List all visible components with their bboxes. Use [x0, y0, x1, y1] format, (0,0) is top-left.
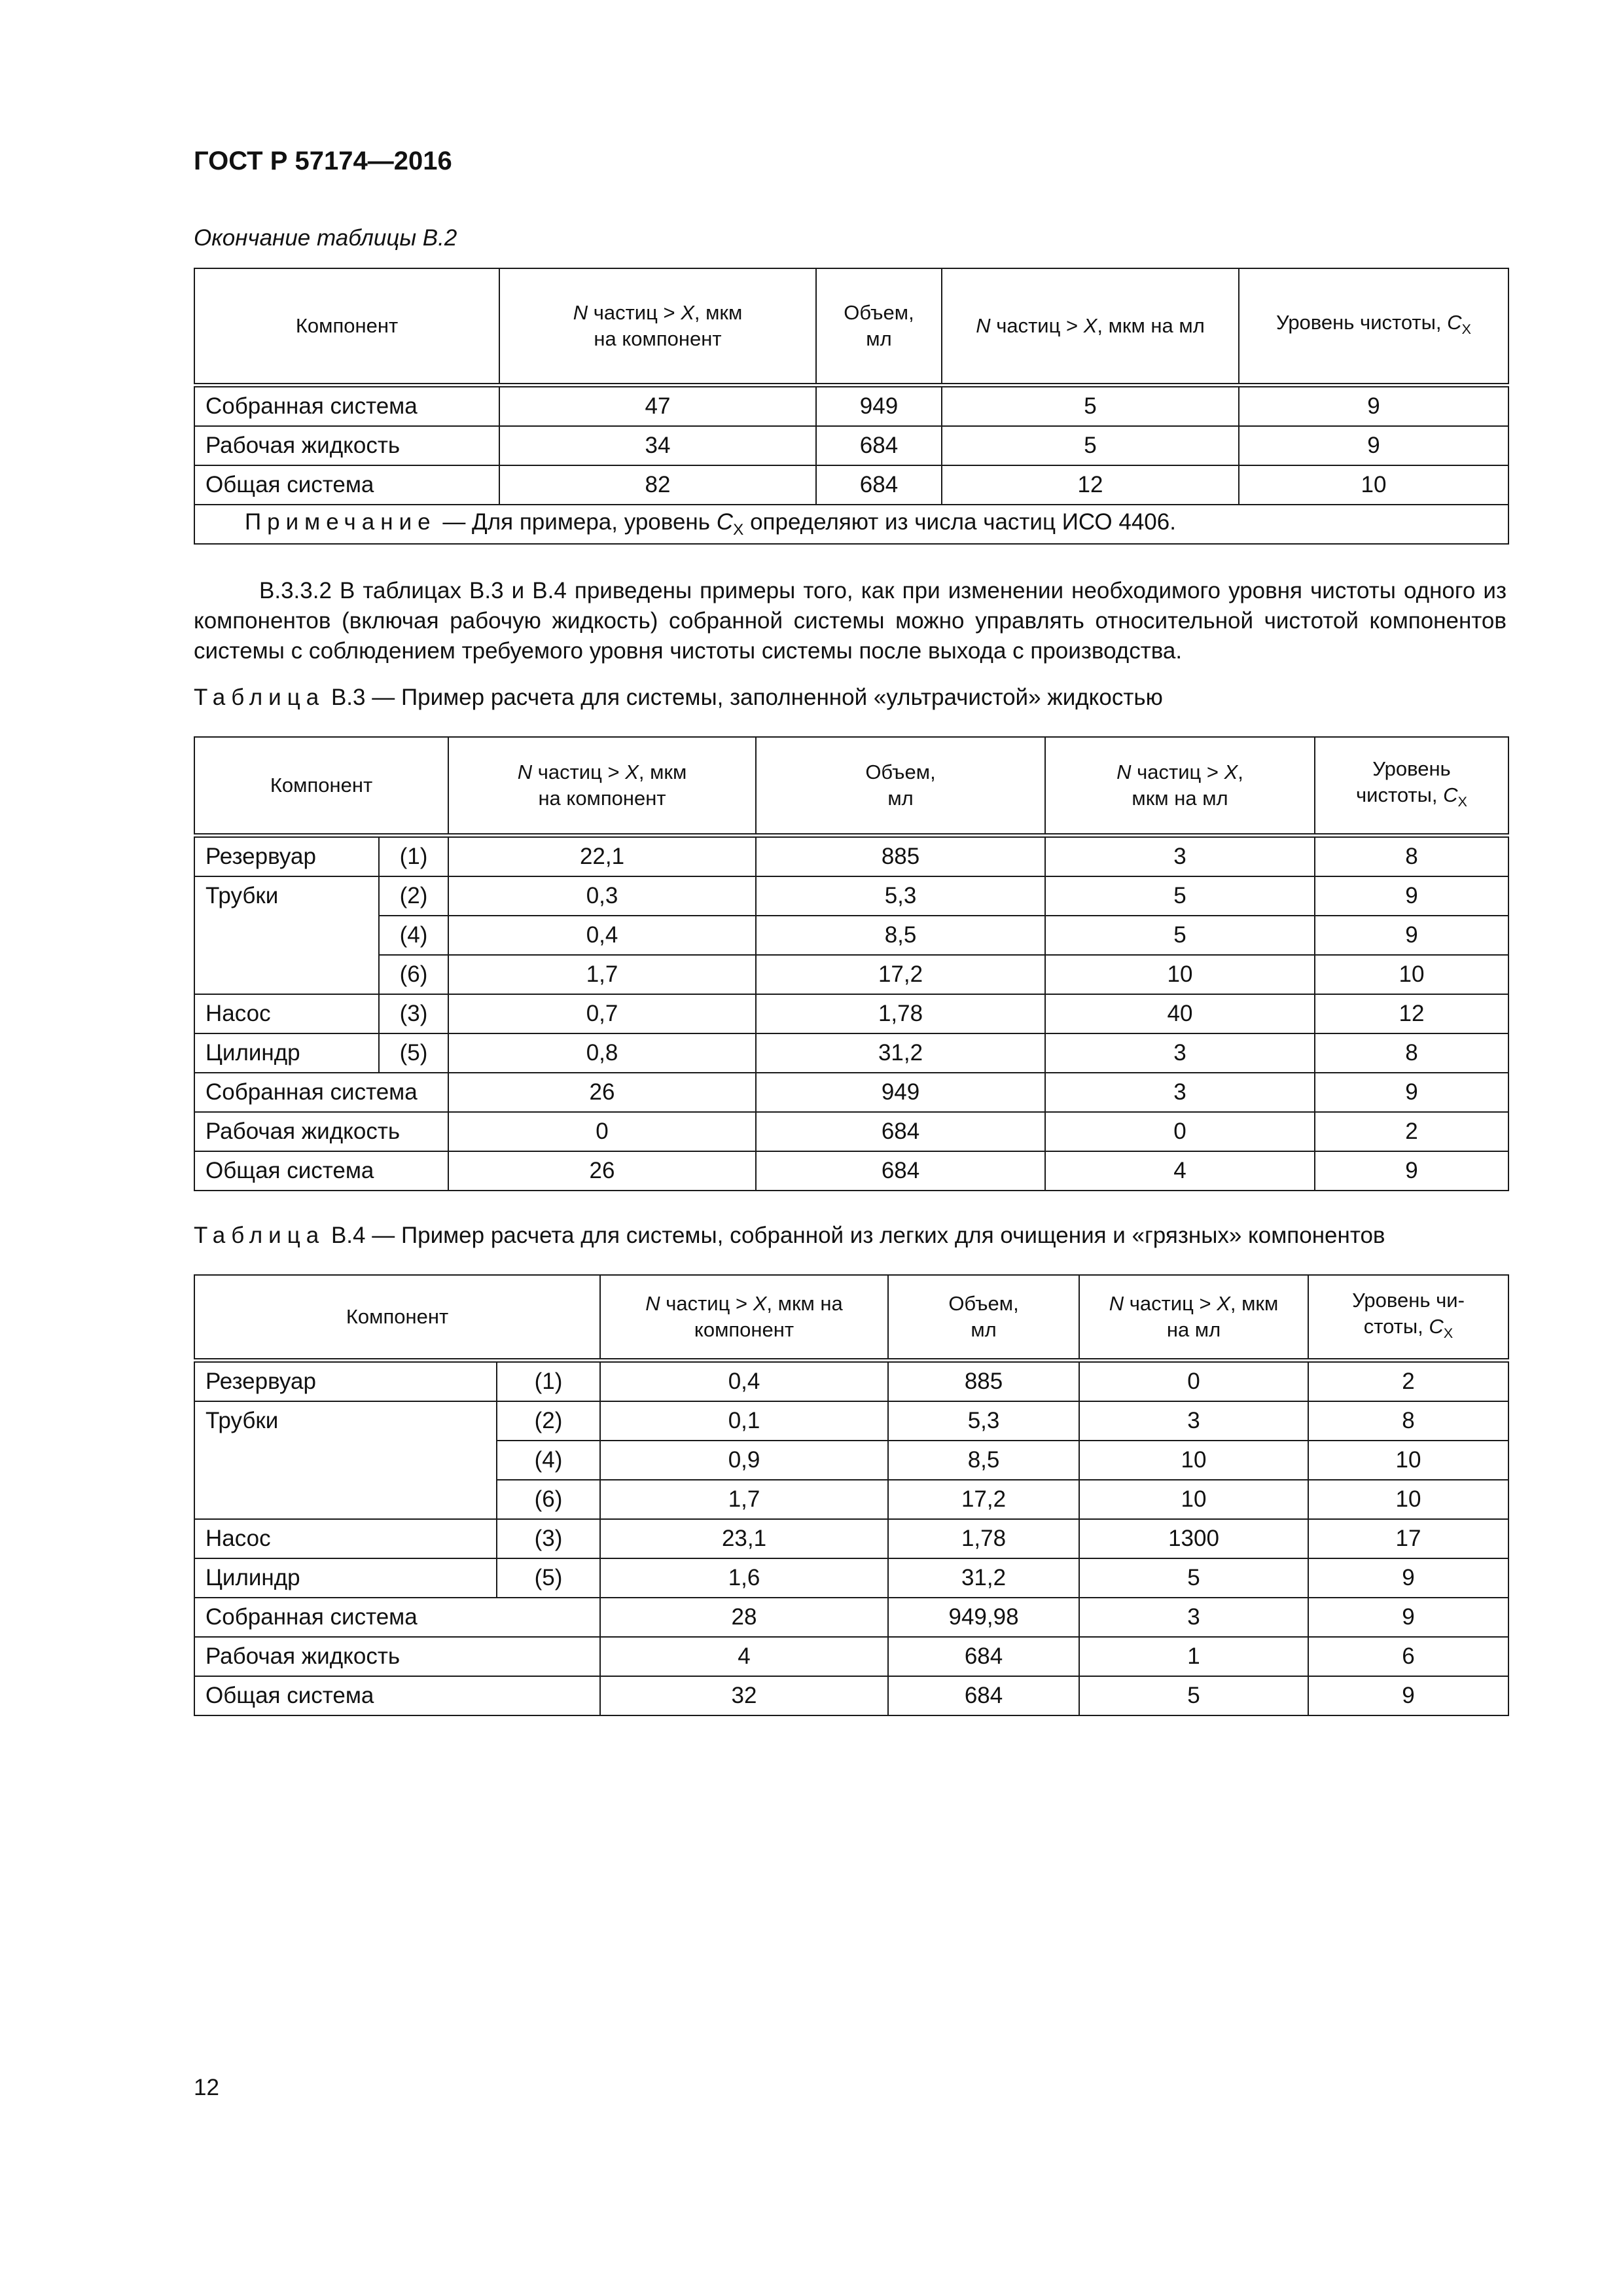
table-b2 — [194, 268, 1509, 545]
cell: 22,1 — [448, 835, 756, 876]
header-cleanliness-level: Уровень чи- стоты, $C_X$ — [1308, 1275, 1508, 1360]
cell: 17 — [1308, 1519, 1508, 1558]
cell: 10 — [1308, 1441, 1508, 1480]
table-row — [194, 955, 1508, 994]
cell: 5 — [1079, 1676, 1308, 1715]
cell: 949,98 — [888, 1598, 1079, 1637]
cell-component — [194, 1441, 497, 1480]
cell: 9 — [1315, 916, 1508, 955]
cell-component: Резервуар — [194, 835, 379, 876]
table-row — [194, 1441, 1508, 1480]
cell: 9 — [1308, 1676, 1508, 1715]
table-header-row — [194, 268, 1508, 385]
table-row — [194, 465, 1508, 505]
header-n-per-ml: N частиц > X, мкм на мл — [1079, 1275, 1308, 1360]
table-summary-row — [194, 1151, 1508, 1191]
table-note-row — [194, 505, 1508, 544]
cell: 0 — [448, 1112, 756, 1151]
cell-index: (5) — [497, 1558, 600, 1598]
cell: 3 — [1079, 1401, 1308, 1441]
table-header-row — [194, 1275, 1508, 1360]
cell: 10 — [1045, 955, 1315, 994]
cell-index: (1) — [379, 835, 448, 876]
cell: 5 — [942, 426, 1239, 465]
cell: 8 — [1315, 835, 1508, 876]
cell: 47 — [499, 385, 816, 426]
cell: 0,9 — [600, 1441, 888, 1480]
table-b3-caption: Таблица В.3 — Пример расчета для системы, заполненной «ультрачистой» жидкостью — [194, 685, 1163, 710]
cell-component: Общая система — [194, 1676, 600, 1715]
cell: 8 — [1315, 1033, 1508, 1073]
cell: 12 — [942, 465, 1239, 505]
table-b4-caption: Таблица В.4 — Пример расчета для системы, собранной из легких для очищения и «грязных» компонентов — [194, 1223, 1385, 1248]
header-component: Компонент — [194, 1275, 600, 1360]
cell: 684 — [816, 426, 942, 465]
cell-index: (6) — [379, 955, 448, 994]
cell: 1,7 — [448, 955, 756, 994]
cell: 885 — [756, 835, 1045, 876]
cell: 1,78 — [888, 1519, 1079, 1558]
cell: 949 — [756, 1073, 1045, 1112]
table-row — [194, 1401, 1508, 1441]
table-row — [194, 385, 1508, 426]
cell: 684 — [756, 1151, 1045, 1191]
cell: 1,78 — [756, 994, 1045, 1033]
cell: 5,3 — [756, 876, 1045, 916]
cell: 3 — [1045, 1033, 1315, 1073]
cell: 0,4 — [448, 916, 756, 955]
cell-index: (4) — [379, 916, 448, 955]
cell: 10 — [1308, 1480, 1508, 1519]
cell: 82 — [499, 465, 816, 505]
cell-component — [194, 1480, 497, 1519]
cell-component: Рабочая жидкость — [194, 1112, 448, 1151]
cell: 0,7 — [448, 994, 756, 1033]
header-n-per-ml: N частиц > X, мкм на мл — [1045, 737, 1315, 835]
cell: 9 — [1315, 1073, 1508, 1112]
cell: 10 — [1315, 955, 1508, 994]
table-summary-row — [194, 1112, 1508, 1151]
cell: 1300 — [1079, 1519, 1308, 1558]
cell: 5,3 — [888, 1401, 1079, 1441]
cell: 949 — [816, 385, 942, 426]
cell-index: (3) — [497, 1519, 600, 1558]
table-b2-caption: Окончание таблицы В.2 — [194, 225, 457, 251]
table-b3 — [194, 736, 1509, 1191]
cell: 8,5 — [888, 1441, 1079, 1480]
cell: 8 — [1308, 1401, 1508, 1441]
cell: 6 — [1308, 1637, 1508, 1676]
cell-index: (4) — [497, 1441, 600, 1480]
cell-component: Резервуар — [194, 1360, 497, 1401]
cell: Рабочая жидкость — [194, 426, 499, 465]
cell-component: Насос — [194, 994, 379, 1033]
table-row — [194, 1558, 1508, 1598]
cell: 10 — [1079, 1441, 1308, 1480]
cell: 0,3 — [448, 876, 756, 916]
cell: 3 — [1079, 1598, 1308, 1637]
cell: 26 — [448, 1151, 756, 1191]
header-component: Компонент — [194, 737, 448, 835]
header-n-per-component: N частиц > X, мкм на компонент — [600, 1275, 888, 1360]
cell: 9 — [1239, 385, 1508, 426]
cell-component: Собранная система — [194, 1598, 600, 1637]
cell: 5 — [1045, 876, 1315, 916]
cell-component: Цилиндр — [194, 1033, 379, 1073]
header-volume: Объем, мл — [756, 737, 1045, 835]
cell-component: Трубки — [194, 1401, 497, 1441]
table-header-row — [194, 737, 1508, 835]
table-row — [194, 916, 1508, 955]
table-row — [194, 1519, 1508, 1558]
table-row — [194, 835, 1508, 876]
cell-index: (3) — [379, 994, 448, 1033]
cell: Собранная система — [194, 385, 499, 426]
header-component: Компонент — [194, 268, 499, 385]
cell: 40 — [1045, 994, 1315, 1033]
cell: 4 — [1045, 1151, 1315, 1191]
cell: 0,1 — [600, 1401, 888, 1441]
cell-component: Собранная система — [194, 1073, 448, 1112]
cell: 12 — [1315, 994, 1508, 1033]
cell: 9 — [1315, 876, 1508, 916]
cell-component: Цилиндр — [194, 1558, 497, 1598]
cell: 31,2 — [888, 1558, 1079, 1598]
cell: 2 — [1315, 1112, 1508, 1151]
table-summary-row — [194, 1073, 1508, 1112]
table-note: Примечание — Для примера, уровень $C_X$ определяют из числа частиц ИСО 4406. — [194, 505, 1508, 544]
cell: 3 — [1045, 835, 1315, 876]
cell-component — [194, 916, 379, 955]
cell: 10 — [1239, 465, 1508, 505]
cell: 1 — [1079, 1637, 1308, 1676]
cell: 10 — [1079, 1480, 1308, 1519]
cell: 2 — [1308, 1360, 1508, 1401]
cell: 9 — [1308, 1598, 1508, 1637]
cell: 1,7 — [600, 1480, 888, 1519]
header-n-per-component: N частиц > X, мкм на компонент — [499, 268, 816, 385]
header-cleanliness-level: Уровень чистоты, $C_X$ — [1315, 737, 1508, 835]
cell: 0,4 — [600, 1360, 888, 1401]
cell: 0,8 — [448, 1033, 756, 1073]
cell-component: Трубки — [194, 876, 379, 916]
header-cleanliness-level: Уровень чистоты, $C_X$ — [1239, 268, 1508, 385]
document-id: ГОСТ Р 57174—2016 — [194, 147, 452, 175]
table-row — [194, 426, 1508, 465]
cell-component: Общая система — [194, 1151, 448, 1191]
table-summary-row — [194, 1637, 1508, 1676]
header-n-per-component: N частиц > X, мкм на компонент — [448, 737, 756, 835]
cell: 885 — [888, 1360, 1079, 1401]
cell: 1,6 — [600, 1558, 888, 1598]
page-number: 12 — [194, 2075, 219, 2100]
cell: 28 — [600, 1598, 888, 1637]
table-summary-row — [194, 1598, 1508, 1637]
cell: 684 — [816, 465, 942, 505]
table-row — [194, 1480, 1508, 1519]
cell: 3 — [1045, 1073, 1315, 1112]
cell: 684 — [756, 1112, 1045, 1151]
cell: 684 — [888, 1676, 1079, 1715]
cell: Общая система — [194, 465, 499, 505]
header-n-per-ml: N частиц > X, мкм на мл — [942, 268, 1239, 385]
table-row — [194, 876, 1508, 916]
table-row — [194, 1360, 1508, 1401]
cell: 17,2 — [888, 1480, 1079, 1519]
cell-component — [194, 955, 379, 994]
cell-index: (1) — [497, 1360, 600, 1401]
cell: 17,2 — [756, 955, 1045, 994]
table-summary-row — [194, 1676, 1508, 1715]
paragraph-b332: В.3.3.2 В таблицах В.3 и В.4 приведены примеры того, как при изменении необходимого уровня чистоты одного из компонентов (включая рабочую жидкость) собранной системы можно управлять относительной чистотой компонентов системы с соблюдением требуемого уровня чистоты системы после выхода с производства. — [194, 578, 1507, 664]
cell-index: (5) — [379, 1033, 448, 1073]
table-row — [194, 994, 1508, 1033]
cell: 684 — [888, 1637, 1079, 1676]
cell: 9 — [1239, 426, 1508, 465]
table-b4 — [194, 1274, 1509, 1716]
cell: 4 — [600, 1637, 888, 1676]
cell-component: Насос — [194, 1519, 497, 1558]
cell: 9 — [1315, 1151, 1508, 1191]
cell-component: Рабочая жидкость — [194, 1637, 600, 1676]
table-row — [194, 1033, 1508, 1073]
cell: 26 — [448, 1073, 756, 1112]
cell-index: (2) — [379, 876, 448, 916]
cell: 34 — [499, 426, 816, 465]
cell: 0 — [1045, 1112, 1315, 1151]
cell-index: (6) — [497, 1480, 600, 1519]
cell: 31,2 — [756, 1033, 1045, 1073]
cell: 9 — [1308, 1558, 1508, 1598]
cell-index: (2) — [497, 1401, 600, 1441]
cell: 5 — [1079, 1558, 1308, 1598]
cell: 0 — [1079, 1360, 1308, 1401]
cell: 23,1 — [600, 1519, 888, 1558]
cell: 5 — [942, 385, 1239, 426]
header-volume: Объем, мл — [888, 1275, 1079, 1360]
cell: 32 — [600, 1676, 888, 1715]
cell: 5 — [1045, 916, 1315, 955]
cell: 8,5 — [756, 916, 1045, 955]
header-volume: Объем, мл — [816, 268, 942, 385]
